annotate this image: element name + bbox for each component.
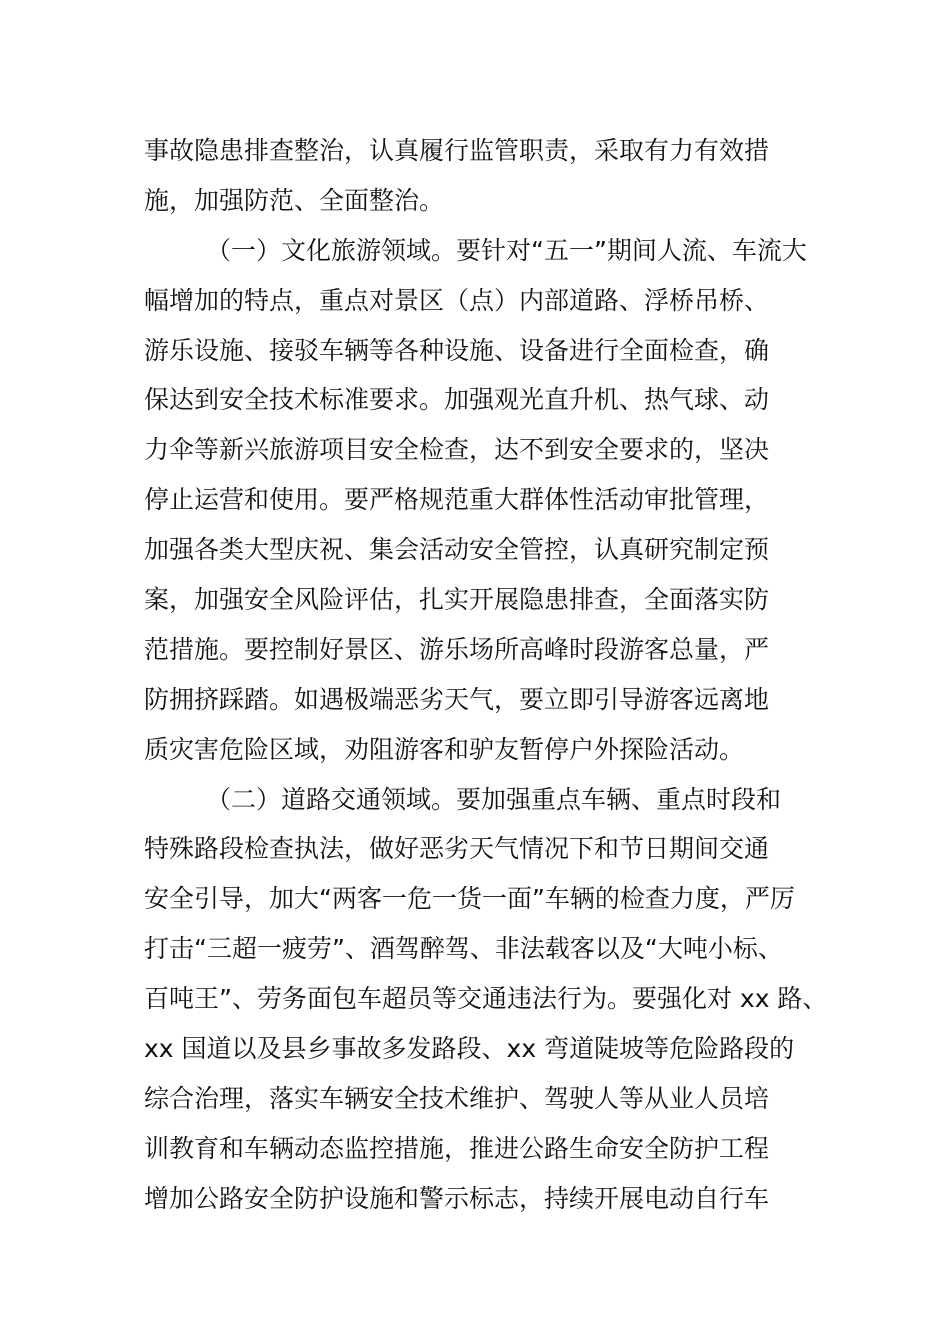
text-line: 防拥挤踩踏。如遇极端恶劣天气，要立即引导游客远离地 bbox=[144, 684, 770, 714]
text-line: 事故隐患排查整治，认真履行监管职责，采取有力有效措 bbox=[144, 136, 770, 165]
text-line: 范措施。要控制好景区、游乐场所高峰时段游客总量，严 bbox=[144, 634, 770, 664]
section-heading-line: （一）文化旅游领域。要针对“五一”期间人流、车流大 bbox=[206, 235, 807, 265]
text-line: 游乐设施、接驳车辆等各种设施、设备进行全面检查，确 bbox=[144, 335, 770, 365]
text-line: 特殊路段检查执法，做好恶劣天气情况下和节日期间交通 bbox=[144, 834, 770, 864]
text-line: 安全引导，加大“两客一危一货一面”车辆的检查力度，严厉 bbox=[144, 884, 795, 914]
text-line: 幅增加的特点，重点对景区（点）内部道路、浮桥吊桥、 bbox=[144, 285, 770, 315]
text-line: 加强各类大型庆祝、集会活动安全管控，认真研究制定预 bbox=[144, 535, 770, 565]
text-line: 案，加强安全风险评估，扎实开展隐患排查，全面落实防 bbox=[144, 585, 770, 615]
text-line: 施，加强防范、全面整治。 bbox=[144, 185, 445, 215]
text-line: 百吨王”、劳务面包车超员等交通违法行为。要强化对 xx 路、 bbox=[144, 984, 828, 1014]
text-line: 综合治理，落实车辆安全技术维护、驾驶人等从业人员培 bbox=[144, 1083, 770, 1113]
body-text bbox=[144, 126, 828, 1224]
text-line: 训教育和车辆动态监控措施，推进公路生命安全防护工程 bbox=[144, 1133, 770, 1163]
text-line: 增加公路安全防护设施和警示标志，持续开展电动自行车 bbox=[144, 1183, 770, 1213]
text-line: 质灾害危险区域，劝阻游客和驴友暂停户外探险活动。 bbox=[144, 734, 745, 764]
text-line: 保达到安全技术标准要求。加强观光直升机、热气球、动 bbox=[144, 385, 770, 415]
text-line: 打击“三超一疲劳”、酒驾醉驾、非法载客以及“大吨小标、 bbox=[144, 934, 783, 964]
text-line: xx 国道以及县乡事故多发路段、xx 弯道陡坡等危险路段的 bbox=[144, 1034, 795, 1064]
text-line: 停止运营和使用。要严格规范重大群体性活动审批管理， bbox=[144, 485, 770, 515]
text-line: 力伞等新兴旅游项目安全检查，达不到安全要求的，坚决 bbox=[144, 435, 770, 465]
section-heading-line: （二）道路交通领域。要加强重点车辆、重点时段和 bbox=[206, 784, 782, 814]
